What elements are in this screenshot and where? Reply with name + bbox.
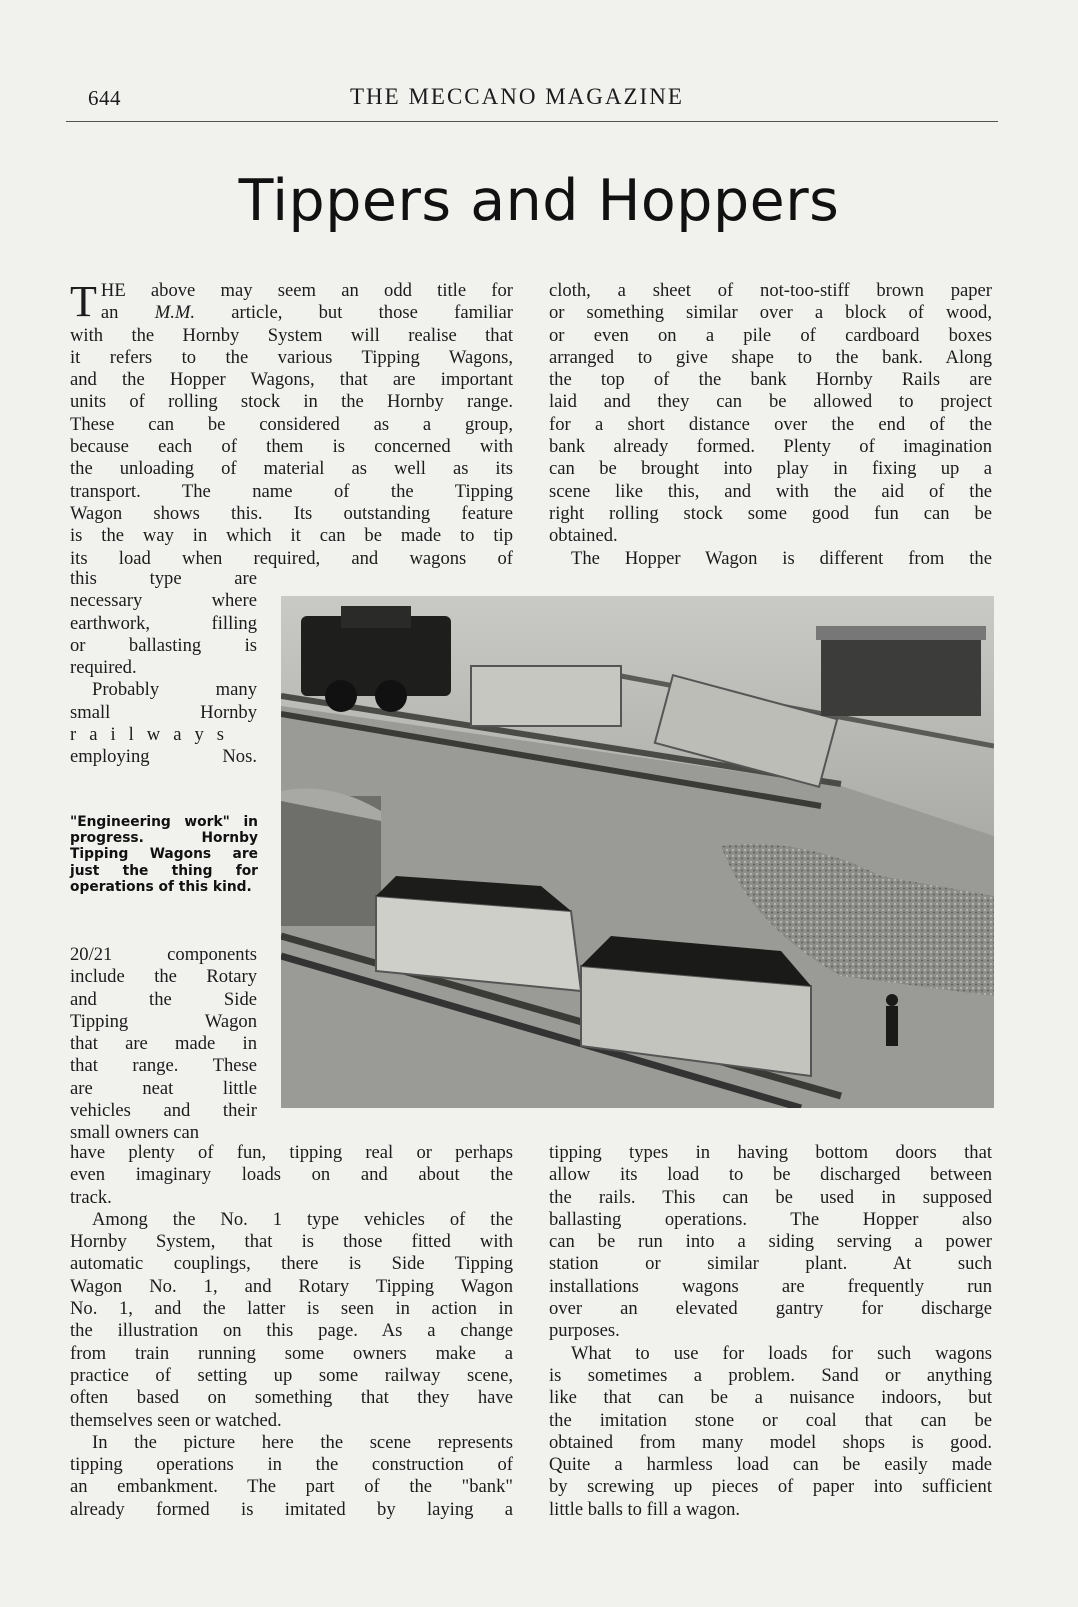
train-photo bbox=[281, 596, 994, 1108]
text-line: practice of setting up some railway scene, bbox=[70, 1364, 513, 1386]
text-line: is the way in which it can be made to tip bbox=[70, 525, 513, 547]
text-line: an M.M. article, but those familiar bbox=[100, 302, 513, 324]
text-line: cloth, a sheet of not-too-stiff brown paper bbox=[549, 280, 992, 301]
text-line: scene like this, and with the aid of the bbox=[549, 480, 992, 502]
text-line: can be brought into play in fixing up a bbox=[549, 458, 992, 480]
text-line: 20/21 components bbox=[70, 944, 257, 965]
text-line: with the Hornby System will realise that bbox=[70, 324, 513, 346]
text-line: ballasting operations. The Hopper also bbox=[549, 1208, 992, 1230]
text-line: this type are bbox=[70, 568, 257, 589]
text-line: installations wagons are frequently run bbox=[549, 1275, 992, 1297]
text-line: the rails. This can be used in supposed bbox=[549, 1186, 992, 1208]
text-line: small owners can bbox=[70, 1122, 200, 1144]
text-line: necessary where bbox=[70, 590, 257, 612]
column-bottom-right bbox=[549, 1142, 992, 1521]
drop-cap: T bbox=[70, 277, 97, 326]
column-top-right bbox=[549, 280, 992, 570]
text-line: tipping operations in the construction of bbox=[70, 1454, 513, 1476]
text-line: Quite a harmless load can be easily made bbox=[549, 1454, 992, 1476]
text-line: already formed is imitated by laying a bbox=[70, 1498, 513, 1520]
text-line: the top of the bank Hornby Rails are bbox=[549, 369, 992, 391]
text-line: HE above may seem an odd title for bbox=[100, 280, 513, 301]
text-line: the illustration on this page. As a change bbox=[70, 1320, 513, 1342]
text-line: can be run into a siding serving a power bbox=[549, 1231, 992, 1253]
text-line: or something similar over a block of wood, bbox=[549, 302, 992, 324]
text-line: The Hopper Wagon is different from the bbox=[571, 547, 992, 569]
text-line: tipping types in having bottom doors that bbox=[549, 1142, 992, 1163]
text-line: its load when required, and wagons of bbox=[70, 547, 513, 569]
text-line: are neat little bbox=[70, 1077, 257, 1099]
text-line: Wagon shows this. Its outstanding feature bbox=[70, 502, 513, 524]
text-line: or even on a pile of cardboard boxes bbox=[549, 324, 992, 346]
text-line: No. 1, and the latter is seen in action in bbox=[70, 1298, 513, 1320]
text-line: is sometimes a problem. Sand or anything bbox=[549, 1364, 992, 1386]
text-line: automatic couplings, there is Side Tipping bbox=[70, 1253, 513, 1275]
text-line: station or similar plant. At such bbox=[549, 1253, 992, 1275]
text-line: vehicles and their bbox=[70, 1100, 257, 1122]
text-line: obtained from many model shops is good. bbox=[549, 1431, 992, 1453]
text-line: include the Rotary bbox=[70, 966, 257, 988]
text-line: or ballasting is bbox=[70, 634, 257, 656]
text-line: earthwork, filling bbox=[70, 612, 257, 634]
text-line: like that can be a nuisance indoors, but bbox=[549, 1387, 992, 1409]
text-line: it refers to the various Tipping Wagons, bbox=[70, 346, 513, 368]
train-photo-illustration bbox=[281, 596, 994, 1108]
text-line: allow its load to be discharged between bbox=[549, 1164, 992, 1186]
text-line: over an elevated gantry for discharge bbox=[549, 1298, 992, 1320]
column-top-left bbox=[70, 277, 513, 570]
text-line: Probably many bbox=[92, 679, 257, 701]
text-line: In the picture here the scene represents bbox=[92, 1431, 513, 1453]
text-line: even imaginary loads on and about the bbox=[70, 1164, 513, 1186]
text-line: that range. These bbox=[70, 1055, 257, 1077]
text-line: that are made in bbox=[70, 1033, 257, 1055]
text-line: Among the No. 1 type vehicles of the bbox=[92, 1208, 513, 1230]
photo-caption: "Engineering work" in progress. Hornby Tipping Wagons are just the thing for operations of this kind. bbox=[70, 814, 258, 895]
text-line: transport. The name of the Tipping bbox=[70, 480, 513, 502]
text-line: and the Side bbox=[70, 988, 257, 1010]
text-line: Tipping Wagon bbox=[70, 1010, 257, 1032]
text-line: railways bbox=[70, 724, 237, 746]
text-line: required. bbox=[70, 657, 137, 679]
text-line: employing Nos. bbox=[70, 746, 257, 768]
text-line: What to use for loads for such wagons bbox=[571, 1342, 992, 1364]
text-line: purposes. bbox=[549, 1320, 620, 1342]
text-line: and the Hopper Wagons, that are important bbox=[70, 369, 513, 391]
text-line: arranged to give shape to the bank. Along bbox=[549, 346, 992, 368]
text-line: because each of them is concerned with bbox=[70, 436, 513, 458]
text-line: obtained. bbox=[549, 525, 618, 547]
text-line: Wagon No. 1, and Rotary Tipping Wagon bbox=[70, 1275, 513, 1297]
text-line: by screwing up pieces of paper into sufficient bbox=[549, 1476, 992, 1498]
article-title: Tippers and Hoppers bbox=[238, 168, 840, 234]
text-line: the imitation stone or coal that can be bbox=[549, 1409, 992, 1431]
text-line: right rolling stock some good fun can be bbox=[549, 502, 992, 524]
text-line: themselves seen or watched. bbox=[70, 1409, 282, 1431]
header-rule bbox=[66, 121, 998, 122]
magazine-title: THE MECCANO MAGAZINE bbox=[350, 84, 684, 109]
column-narrow-lower bbox=[70, 944, 257, 1145]
text-line: These can be considered as a group, bbox=[70, 413, 513, 435]
text-line: an embankment. The part of the "bank" bbox=[70, 1476, 513, 1498]
page-number: 644 bbox=[88, 86, 121, 110]
text-line: have plenty of fun, tipping real or perhaps bbox=[70, 1142, 513, 1163]
text-line: Hornby System, that is those fitted with bbox=[70, 1231, 513, 1253]
column-bottom-left bbox=[70, 1142, 513, 1521]
text-line: small Hornby bbox=[70, 701, 257, 723]
text-line: units of rolling stock in the Hornby range. bbox=[70, 391, 513, 413]
text-line: often based on something that they have bbox=[70, 1387, 513, 1409]
text-line: the unloading of material as well as its bbox=[70, 458, 513, 480]
text-line: little balls to fill a wagon. bbox=[549, 1498, 741, 1520]
text-line: bank already formed. Plenty of imagination bbox=[549, 436, 992, 458]
text-line: laid and they can be allowed to project bbox=[549, 391, 992, 413]
text-line: from train running some owners make a bbox=[70, 1342, 513, 1364]
column-narrow-upper bbox=[70, 568, 257, 769]
text-line: for a short distance over the end of the bbox=[549, 413, 992, 435]
text-line: track. bbox=[70, 1186, 112, 1208]
